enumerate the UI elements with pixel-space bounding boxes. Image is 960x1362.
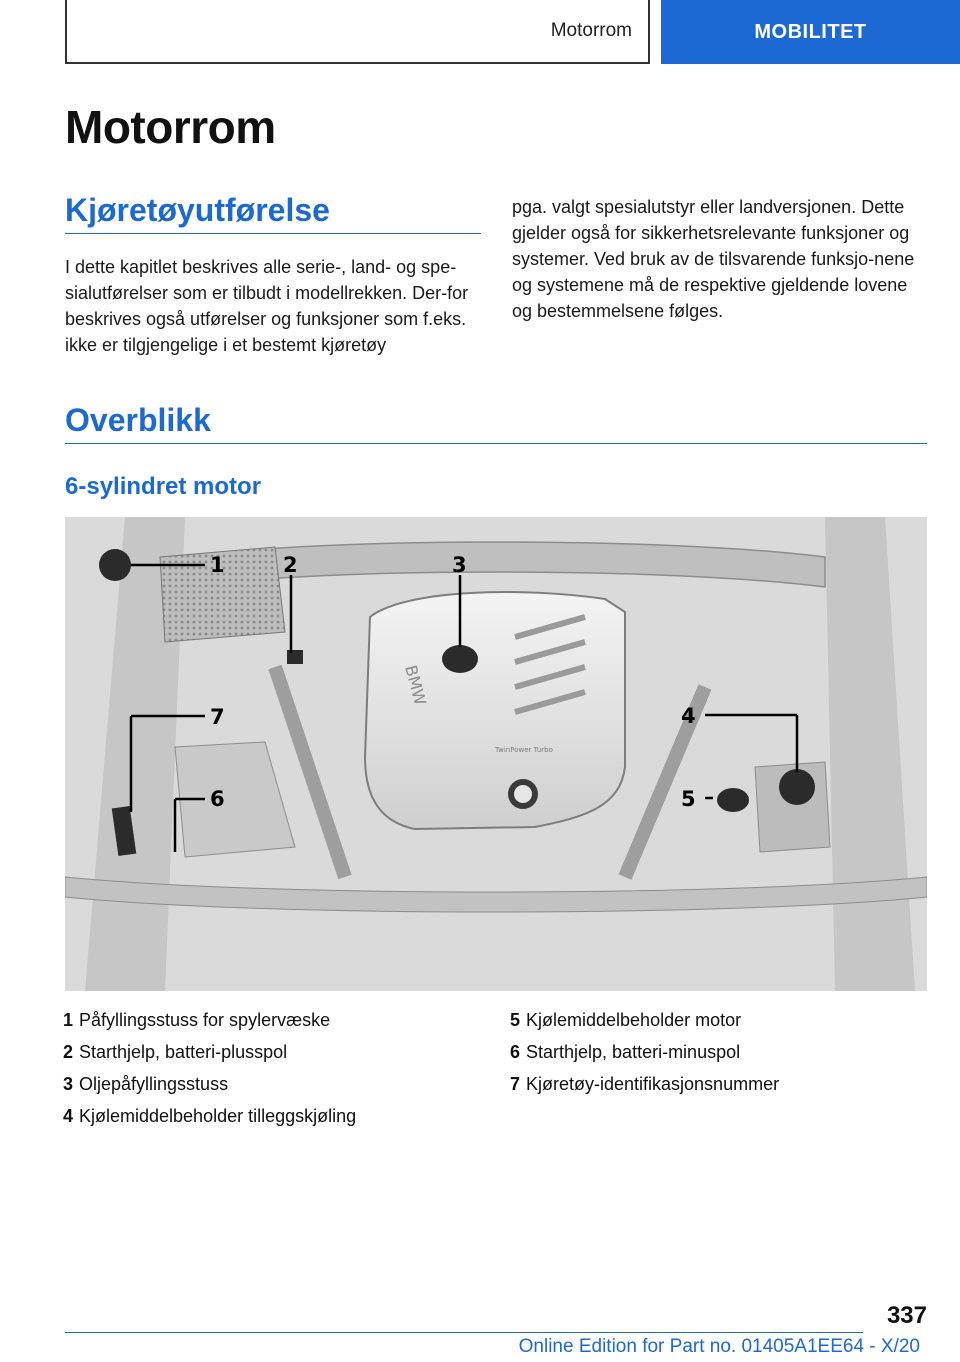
legend-item xyxy=(492,1036,922,1068)
legend-label: Kjølemiddelbeholder motor xyxy=(526,1010,742,1030)
legend-right xyxy=(492,1004,922,1100)
legend-item xyxy=(45,1068,465,1100)
legend-number: 3 xyxy=(62,1074,73,1094)
engine-cover-subtext: TwinPower Turbo xyxy=(495,746,553,754)
callout-7: 7 xyxy=(210,705,225,729)
legend-label: Oljepåfyllingsstuss xyxy=(79,1074,229,1094)
callout-1: 1 xyxy=(210,553,225,577)
bmw-logo-inner xyxy=(514,785,532,803)
auxiliary-coolant-cap xyxy=(779,769,815,805)
legend-number: 4 xyxy=(62,1106,73,1126)
legend-label: Påfyllingsstuss for spylervæske xyxy=(79,1010,331,1030)
legend-number: 6 xyxy=(509,1042,520,1062)
legend-number: 7 xyxy=(509,1074,520,1094)
callout-4: 4 xyxy=(681,704,696,728)
running-header-chapter xyxy=(661,0,960,64)
footer-divider xyxy=(65,1332,863,1333)
legend-number: 5 xyxy=(509,1010,520,1030)
legend-label: Kjølemiddelbeholder tilleggskjøling xyxy=(79,1106,357,1126)
legend-number: 1 xyxy=(62,1010,73,1030)
page-number: 337 xyxy=(886,1302,927,1329)
callout-2: 2 xyxy=(283,553,298,577)
legend-item xyxy=(492,1068,922,1100)
legend-item xyxy=(492,1004,922,1036)
edition-note: Online Edition for Part no. 01405A1EE64 - X/20 xyxy=(518,1336,920,1357)
legend-item xyxy=(45,1036,465,1068)
engine-bay-svg xyxy=(65,517,927,991)
section-heading-vehicle-version: Kjøretøyutførelse xyxy=(65,192,481,234)
header-section-title: Motorrom xyxy=(550,20,632,41)
legend-item xyxy=(45,1100,465,1132)
callout-3: 3 xyxy=(452,553,467,577)
washer-fluid-cap xyxy=(99,549,131,581)
engine-bay-illustration xyxy=(65,517,927,991)
legend-label: Starthjelp, batteri-plusspol xyxy=(79,1042,288,1062)
legend-label: Kjøretøy-identifikasjonsnummer xyxy=(526,1074,780,1094)
header-chapter-title: MOBILITET xyxy=(754,20,867,43)
engine-cover-brand-text: BMW xyxy=(401,663,430,708)
engine-cover xyxy=(365,592,625,829)
section-heading-overview: Overblikk xyxy=(65,402,927,444)
callout-6: 6 xyxy=(210,787,225,811)
legend-left xyxy=(45,1004,465,1132)
jump-start-positive-terminal xyxy=(287,650,303,664)
vehicle-version-text-right: pga. valgt spesialutstyr eller landversjonen. Dette gjelder også for sikkerhetsrelevante funksjoner og systemer. Ved bruk av de tilsvarende funksjo-nene og systemene må de respektive gjeldende lovene og bestemmelsene følges. xyxy=(512,197,915,321)
running-header-section xyxy=(65,0,650,64)
legend-label: Starthjelp, batteri-minuspol xyxy=(526,1042,741,1062)
callout-5: 5 xyxy=(681,787,696,811)
vehicle-version-text-left: I dette kapitlet beskrives alle serie-, land- og spe-sialutførelser som er tilbudt i modellrekken. Der-for beskrives også utførelser og funksjoner som f.eks. ikke er tilgjengelige i et bestemt kjøretøy xyxy=(65,257,469,355)
legend-number: 2 xyxy=(62,1042,73,1062)
oil-filler-cap xyxy=(442,645,478,673)
engine-coolant-cap xyxy=(717,788,749,812)
page-title: Motorrom xyxy=(65,101,276,153)
subheading-6-cylinder-engine: 6-sylindret motor xyxy=(65,473,262,500)
legend-item xyxy=(45,1004,465,1036)
